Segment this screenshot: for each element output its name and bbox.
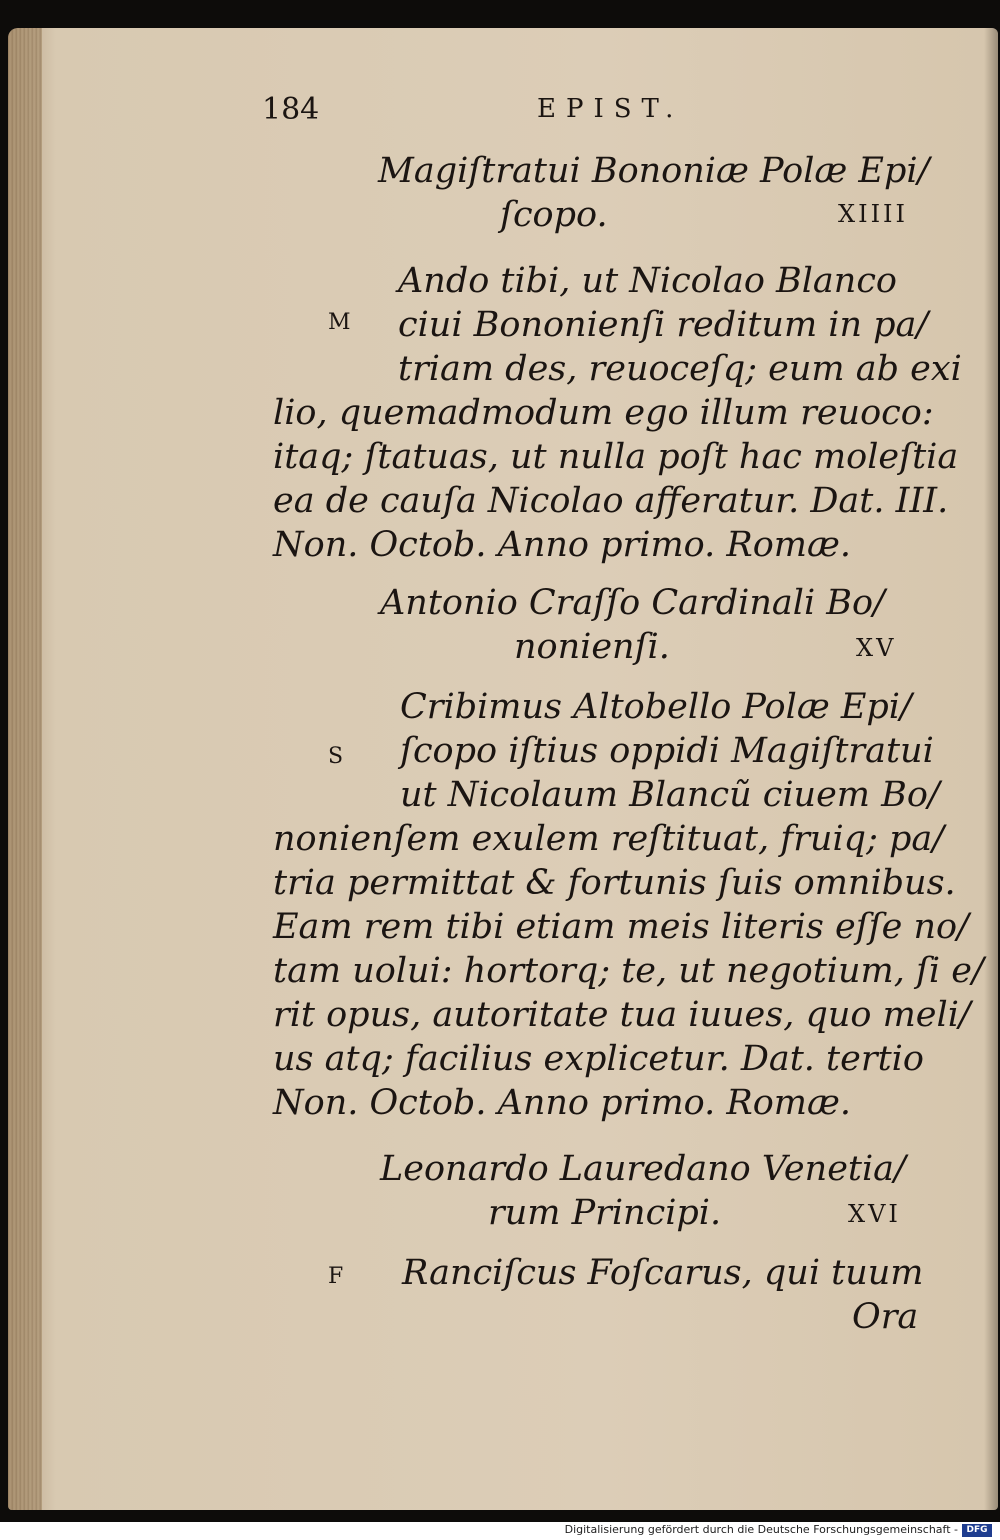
margin-initial: S — [328, 744, 344, 769]
body-line: ut Nicolaum Blancũ ciuem Bo/ — [400, 775, 940, 815]
page-shadow — [984, 28, 998, 1510]
catchword: Ora — [852, 1297, 919, 1337]
letter-title-line: ſcopo. — [500, 195, 608, 235]
letter-title-line: rum Principi. — [488, 1193, 722, 1233]
running-head: EPIST. — [537, 94, 684, 124]
letter-number: XVI — [848, 1200, 901, 1228]
body-line: ciui Bononienſi reditum in pa/ — [398, 305, 929, 345]
letter-title-line: Antonio Craſſo Cardinali Bo/ — [380, 583, 885, 623]
body-line: Eam rem tibi etiam meis literis eſſe no/ — [273, 907, 969, 947]
body-line: tria permittat & fortunis ſuis omnibus. — [273, 863, 956, 903]
body-line: triam des, reuoceſq; eum ab exi — [398, 349, 962, 389]
body-line: Ranciſcus Foſcarus, qui tuum — [402, 1253, 924, 1293]
page-edge — [8, 28, 42, 1510]
body-line: ea de cauſa Nicolao afferatur. Dat. III. — [273, 481, 949, 521]
letter-number: XV — [856, 634, 897, 662]
letter-title-line: nonienſi. — [514, 627, 670, 667]
body-line: Non. Octob. Anno primo. Romæ. — [273, 525, 851, 565]
dfg-logo: DFG — [962, 1524, 992, 1537]
body-line: ſcopo iſtius oppidi Magiſtratui — [400, 731, 934, 771]
letter-title-line: Magiſtratui Bononiæ Polæ Epi/ — [378, 151, 930, 191]
page-header — [262, 92, 912, 136]
footer-credit: Digitalisierung gefördert durch die Deutsche Forschungsgemeinschaft - — [564, 1523, 958, 1536]
body-line: Cribimus Altobello Polæ Epi/ — [400, 687, 912, 727]
body-line: nonienſem exulem reſtituat, fruiq; pa/ — [273, 819, 945, 859]
body-line: us atq; facilius explicetur. Dat. tertio — [273, 1039, 924, 1079]
body-line: rit opus, autoritate tua iuues, quo meli/ — [273, 995, 971, 1035]
body-line: itaq; ſtatuas, ut nulla poſt hac moleſtia — [273, 437, 959, 477]
letter-title-line: Leonardo Lauredano Venetia/ — [380, 1149, 906, 1189]
page-number: 184 — [262, 92, 320, 127]
body-line: Non. Octob. Anno primo. Romæ. — [273, 1083, 851, 1123]
body-line: tam uolui: hortorq; te, ut negotium, ſi e/ — [273, 951, 984, 991]
body-line: lio, quemadmodum ego illum reuoco: — [273, 393, 934, 433]
letter-number: XIIII — [838, 200, 909, 228]
body-line: Ando tibi, ut Nicolao Blanco — [398, 261, 898, 301]
margin-initial: M — [328, 310, 351, 335]
margin-initial: F — [328, 1264, 344, 1289]
